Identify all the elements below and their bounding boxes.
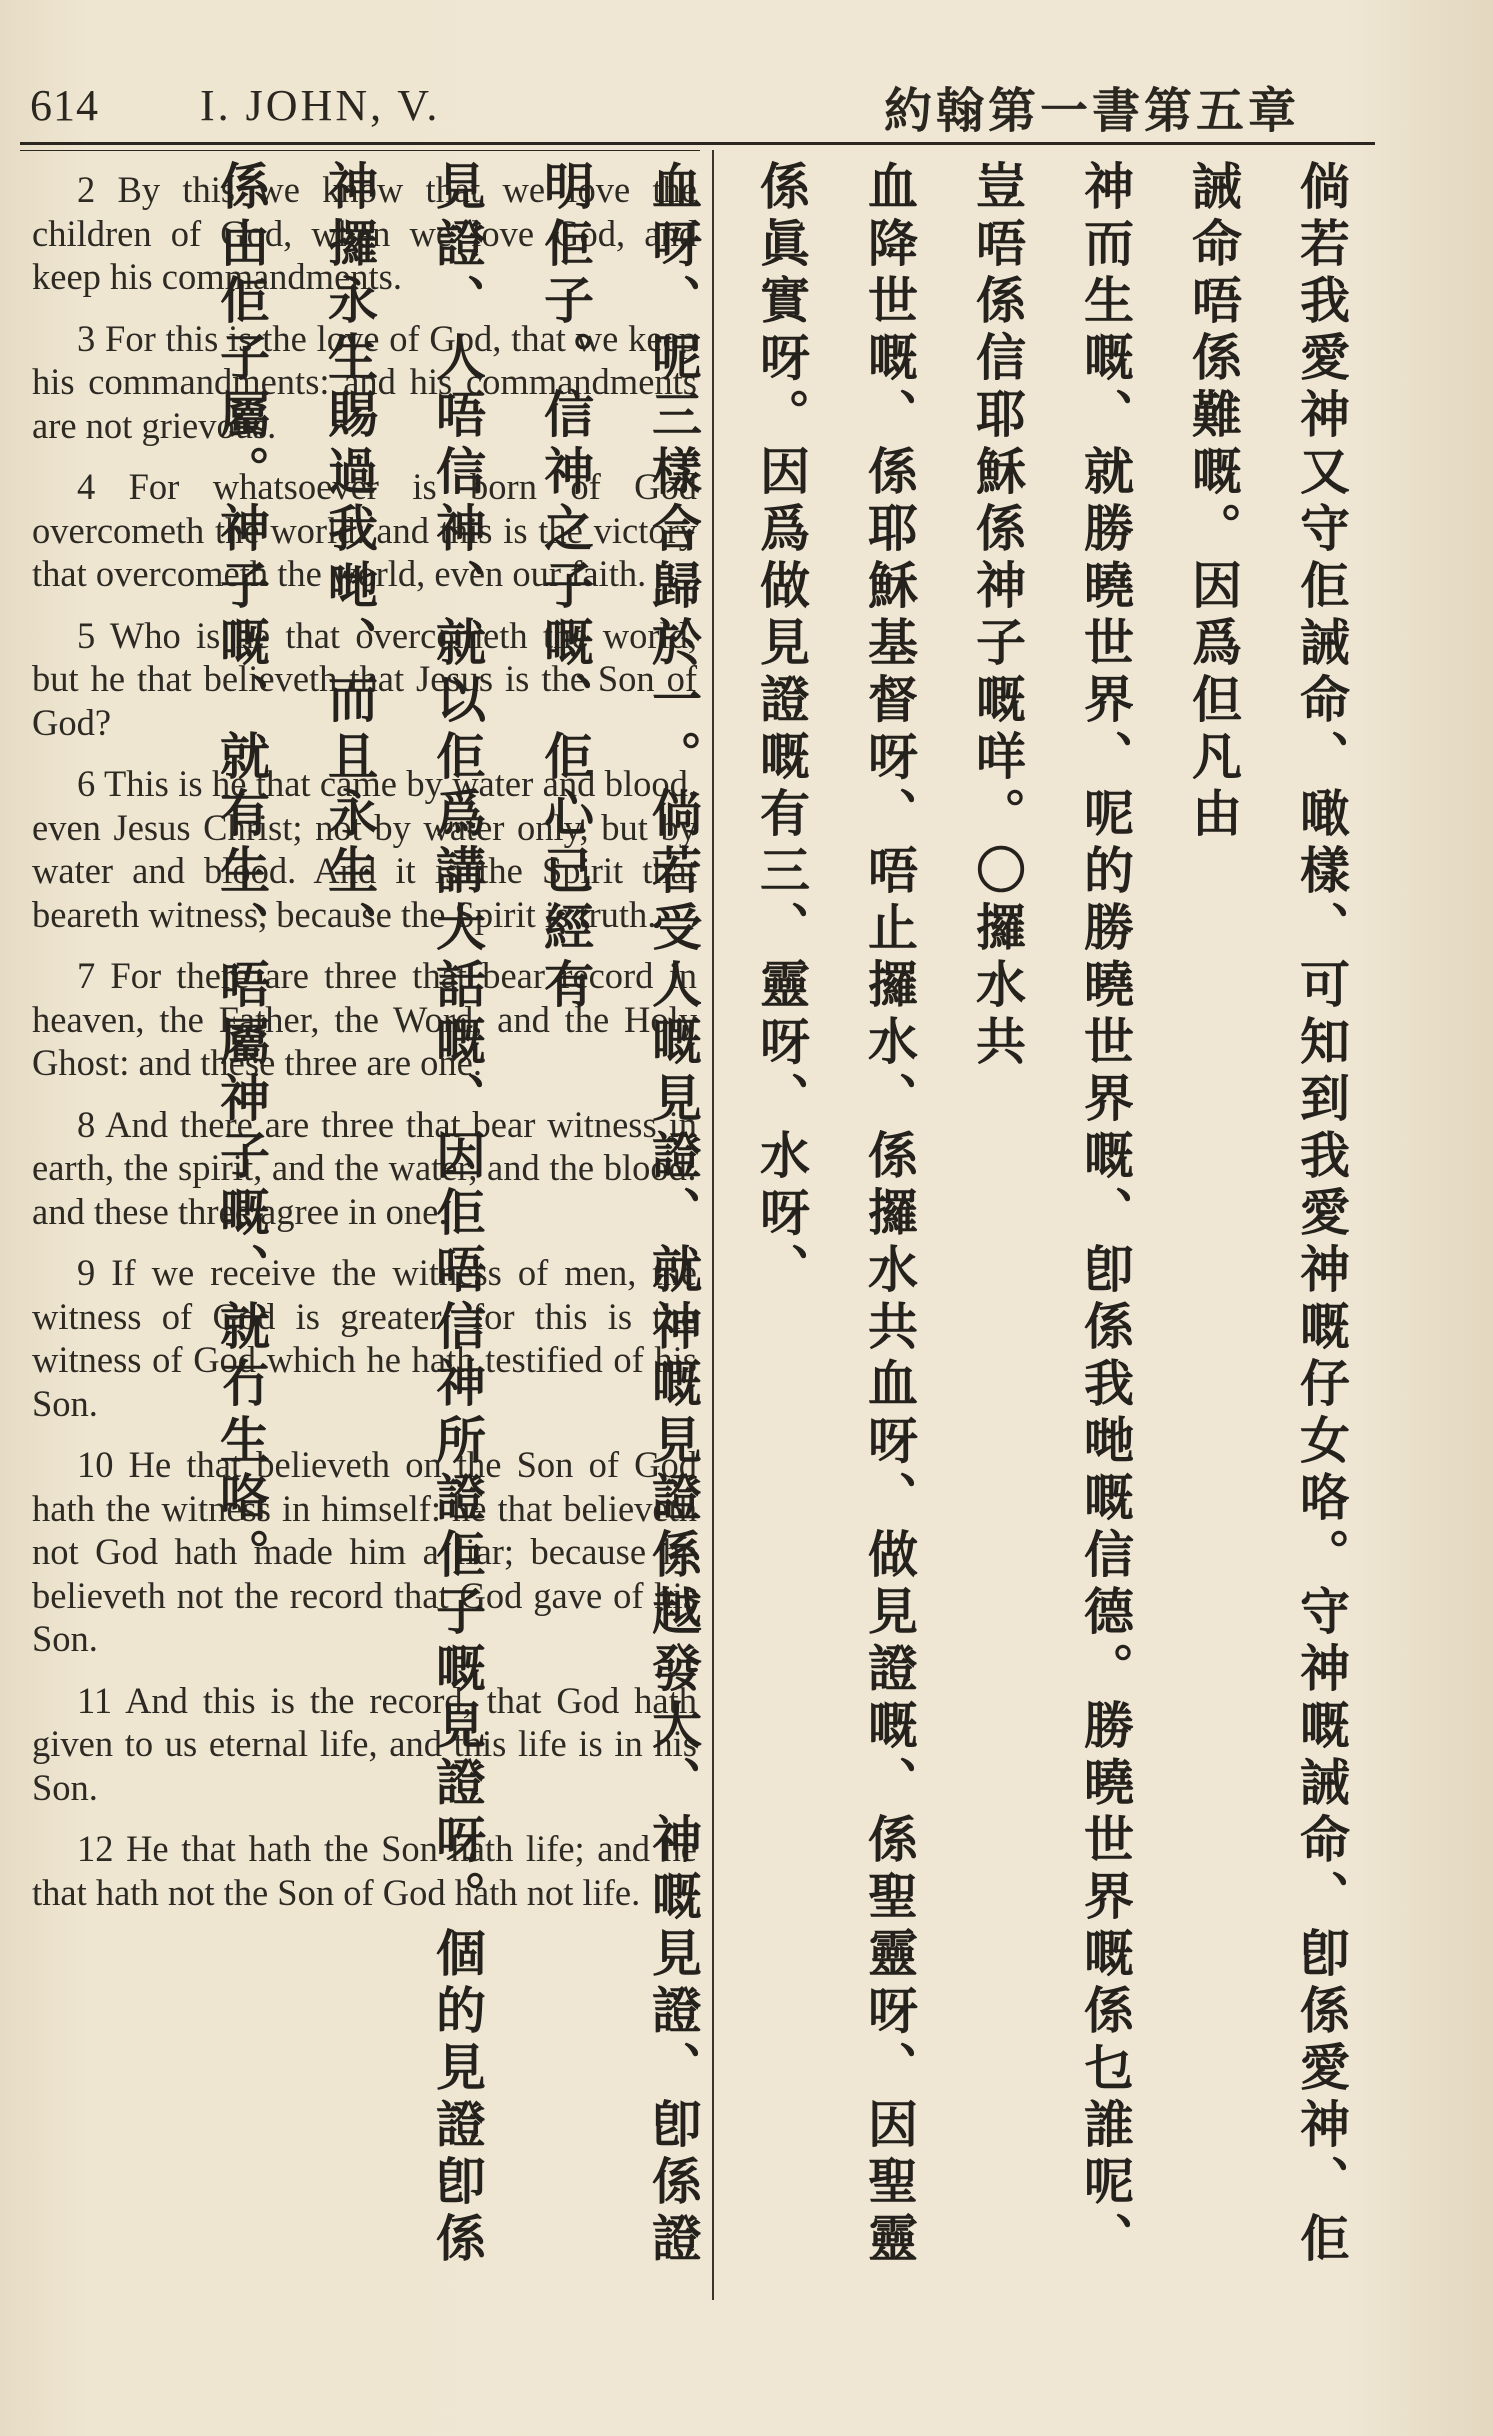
book-title-english: I. JOHN, V.	[200, 81, 441, 130]
verse-4: 4 For whatsoever is born of God overcometh the world: and this is the victory that overcometh the world, even our faith.	[32, 466, 697, 594]
chinese-column-4: 血呀、呢三樣合歸於一。倘若受人嘅見證、就神嘅見證係越發大、神嘅見證、卽係證明佢子。信神之子嘅、佢心已經有	[536, 160, 702, 2269]
verse-5: 5 Who is he that overcometh the world, but he that believeth that Jesus is the Son of God?	[32, 614, 697, 743]
chinese-column-2: 神而生嘅、就勝曉世界、呢的勝曉世界嘅、卽係我哋嘅信德。勝曉世界嘅係乜誰呢、豈唔係信耶穌係神子嘅咩。〇攞水共	[968, 160, 1134, 2269]
verse-11: 11 And this is the record, that God hath given to us eternal life, and this life is in his Son.	[32, 1679, 697, 1808]
verse-3: 3 For this is the love of God, that we keep his commandments: and his commandments are not grievous.	[32, 317, 697, 446]
verse-7: 7 For there are three that bear record in heaven, the Father, the Word, and the Holy Ghost: and these three are one.	[32, 955, 697, 1083]
book-title-chinese: 約翰第一書第五章	[883, 83, 1300, 139]
verse-12: 12 He that hath the Son hath life; and he that hath not the Son of God hath not life.	[32, 1828, 697, 1913]
verse-6: 6 This is he that came by water and blood, even Jesus Christ; not by water only, but by water and blood. And it is the Spirit that beareth witness, because the Spirit is truth.	[32, 763, 697, 935]
verse-2: 2 By this we know that we love the children of God, when we love God, and keep his commandments.	[32, 169, 697, 297]
verse-8: 8 And there are three that bear witness in earth, the spirit, and the water, and the blood: and these three agree in one.	[32, 1103, 697, 1232]
verse-9: 9 If we receive the witness of men, the witness of God is greater: for this is the witness of God which he hath testified of his Son.	[32, 1252, 697, 1424]
header-rule-thin	[20, 150, 700, 151]
chinese-column-6: 係由佢子屬。神子嘅、就有生、唔屬神子嘅、就冇生咯。	[212, 160, 270, 1585]
verse-10: 10 He that believeth on the Son of God hath the witness in himself: he that believeth not God hath made him a liar; because he believeth not the record that God gave of his Son.	[32, 1444, 697, 1659]
chinese-column-5: 見證、人唔信神、就以佢爲講大話嘅、因佢唔信神所證佢子嘅見證呀。個的見證卽係神攞永生賜過我哋、而且永生、	[320, 160, 486, 2269]
page-header	[30, 70, 1380, 140]
chinese-column-3: 血降世嘅、係耶穌基督呀、唔止攞水、係攞水共血呀、做見證嘅、係聖靈呀、因聖靈係眞實呀。因爲做見證嘅有三、靈呀、水呀、	[752, 160, 918, 2269]
chinese-column-1: 倘若我愛神又守佢誡命、噉樣、可知到我愛神嘅仔女咯。守神嘅誡命、卽係愛神、佢誡命唔係難嘅。因爲但凡由	[1184, 160, 1350, 2269]
page-number: 614	[30, 81, 99, 130]
header-rule	[20, 142, 1375, 145]
